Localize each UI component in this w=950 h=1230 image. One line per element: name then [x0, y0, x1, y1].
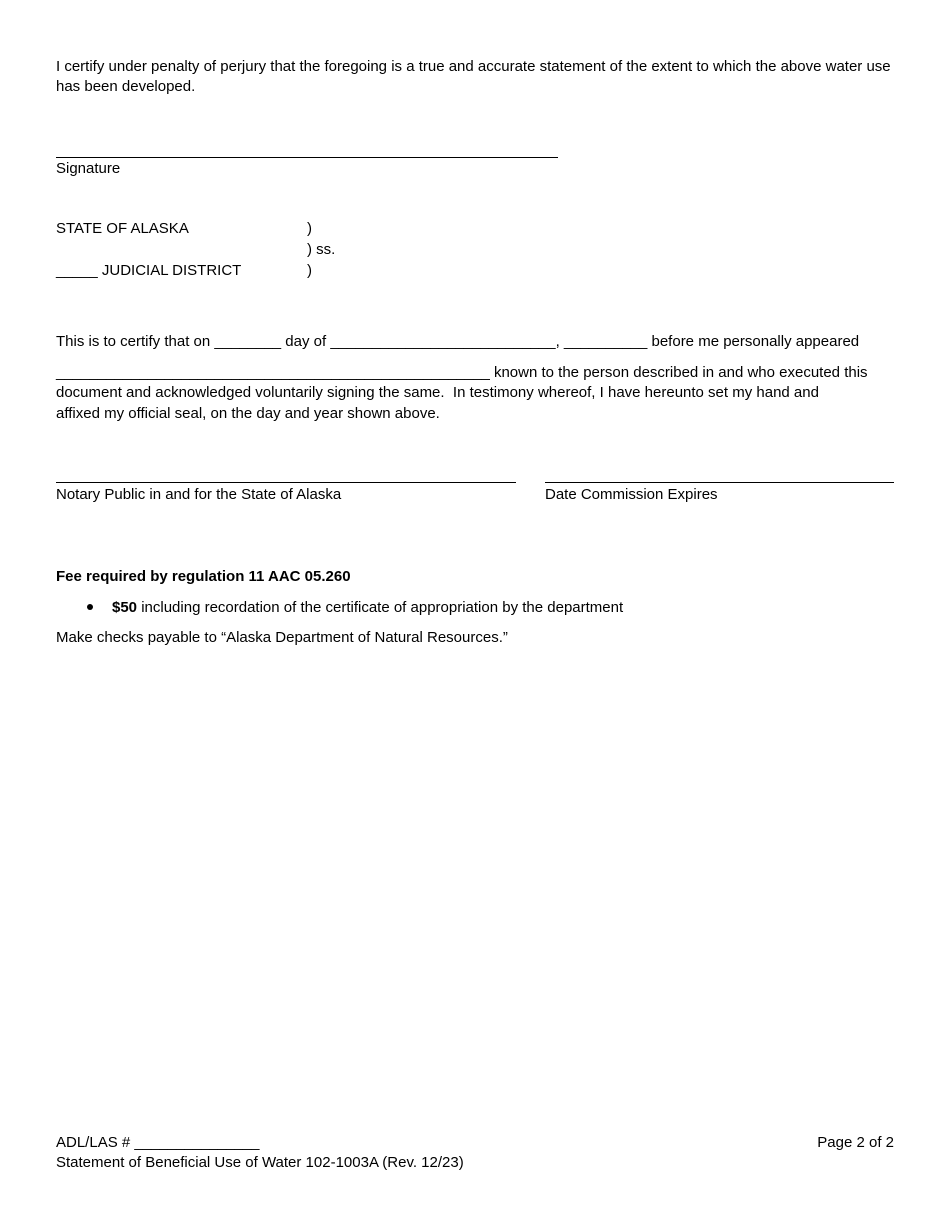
commission-expires-line — [545, 482, 894, 483]
venue-paren-3: ) — [307, 262, 312, 279]
notary-text-line-1: This is to certify that on ________ day of ___________________________, __________ before me personally appeared — [56, 333, 860, 350]
payable-note: Make checks payable to “Alaska Department of Natural Resources.” — [56, 629, 508, 646]
notary-text-line-2: ____________________________________________________ known to the person described in and who executed this — [56, 364, 868, 381]
certification-statement: I certify under penalty of perjury that the foregoing is a true and accurate statement of the extent to which the above water use has been developed. — [56, 58, 891, 95]
judicial-district-label: _____ JUDICIAL DISTRICT — [56, 262, 242, 279]
state-label: STATE OF ALASKA — [56, 220, 189, 237]
venue-ss: ) ss. — [307, 241, 336, 258]
adl-las-number: ADL/LAS # _______________ — [56, 1134, 260, 1151]
notary-text-line-4: affixed my official seal, on the day and year shown above. — [56, 405, 440, 422]
signature-label: Signature — [56, 160, 121, 177]
fee-heading: Fee required by regulation 11 AAC 05.260 — [56, 568, 351, 585]
bullet-icon — [87, 604, 93, 610]
signature-line — [56, 157, 558, 158]
notary-signature-line — [56, 482, 516, 483]
fee-amount: $50 — [112, 599, 138, 616]
venue-paren-1: ) — [307, 220, 312, 237]
fee-item — [112, 598, 623, 618]
notary-text-line-3: document and acknowledged voluntarily signing the same. In testimony whereof, I have hereunto set my hand and — [56, 384, 819, 401]
form-title: Statement of Beneficial Use of Water 102-1003A (Rev. 12/23) — [56, 1154, 464, 1171]
fee-amount-desc: including recordation of the certificate of appropriation by the department — [137, 599, 624, 616]
notary-public-label: Notary Public in and for the State of Alaska — [56, 486, 342, 503]
commission-expires-label: Date Commission Expires — [545, 486, 718, 503]
page-number: Page 2 of 2 — [817, 1134, 894, 1151]
